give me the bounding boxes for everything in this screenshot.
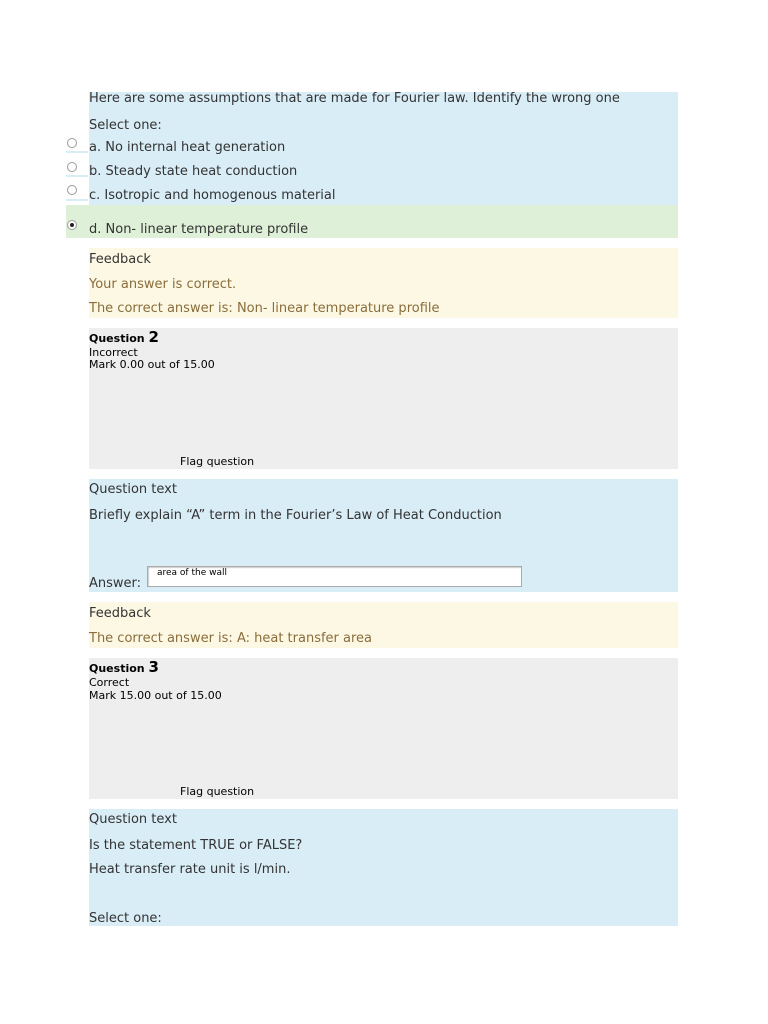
question2-info xyxy=(89,328,678,469)
question-number: 2 xyxy=(148,328,159,346)
answer-label: Answer: xyxy=(89,576,142,591)
feedback-correct-answer: The correct answer is: Non- linear temperature profile xyxy=(89,301,440,316)
question3-text-heading: Question text xyxy=(89,812,177,827)
question2-title xyxy=(89,330,159,346)
radio-underline xyxy=(66,151,88,153)
question3-state: Correct xyxy=(89,676,130,689)
question2-flag-link[interactable]: Flag question xyxy=(180,455,255,468)
radio-underline xyxy=(66,199,88,201)
radio-underline xyxy=(66,175,88,177)
question2-state: Incorrect xyxy=(89,346,138,359)
question3-flag-link[interactable]: Flag question xyxy=(180,785,255,798)
option-d-radio[interactable] xyxy=(67,220,77,230)
answer-input[interactable] xyxy=(147,566,522,587)
option-b-radio[interactable] xyxy=(67,162,77,172)
question-label: Question xyxy=(89,332,145,345)
question3-line2: Heat transfer rate unit is l/min. xyxy=(89,862,291,877)
question3-title xyxy=(89,660,159,676)
question1-text: Here are some assumptions that are made for Fourier law. Identify the wrong one xyxy=(89,91,620,106)
option-a-label[interactable]: a. No internal heat generation xyxy=(89,140,286,155)
question3-mark: Mark 15.00 out of 15.00 xyxy=(89,689,222,702)
question2-text-heading: Question text xyxy=(89,482,177,497)
question3-select-prompt: Select one: xyxy=(89,911,162,926)
option-d-label[interactable]: d. Non- linear temperature profile xyxy=(89,222,309,237)
question-number: 3 xyxy=(148,658,159,676)
option-a-radio[interactable] xyxy=(67,138,77,148)
question-label: Question xyxy=(89,662,145,675)
question2-mark: Mark 0.00 out of 15.00 xyxy=(89,358,215,371)
question2-text: Briefly explain “A” term in the Fourier’s Law of Heat Conduction xyxy=(89,508,502,523)
option-b-label[interactable]: b. Steady state heat conduction xyxy=(89,164,298,179)
feedback-heading: Feedback xyxy=(89,606,151,621)
feedback-heading: Feedback xyxy=(89,252,151,267)
feedback-correct-answer: The correct answer is: A: heat transfer area xyxy=(89,631,373,646)
question3-info xyxy=(89,658,678,799)
question3-line1: Is the statement TRUE or FALSE? xyxy=(89,838,303,853)
option-c-radio[interactable] xyxy=(67,185,77,195)
feedback-result: Your answer is correct. xyxy=(89,277,237,292)
question1-select-prompt: Select one: xyxy=(89,118,162,133)
option-c-label[interactable]: c. Isotropic and homogenous material xyxy=(89,188,336,203)
